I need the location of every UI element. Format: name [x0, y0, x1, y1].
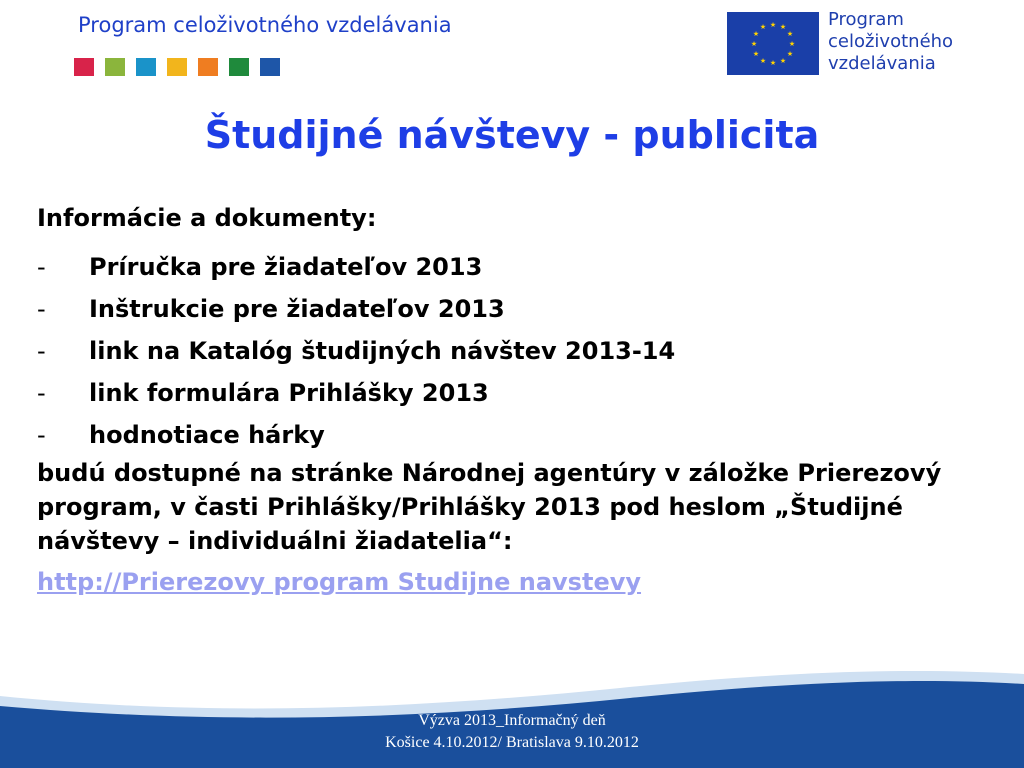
list-item-text: Príručka pre žiadateľov 2013	[89, 253, 483, 281]
svg-text:★: ★	[769, 21, 777, 29]
svg-text:★: ★	[752, 50, 760, 58]
svg-text:★: ★	[788, 40, 796, 48]
list-item	[37, 417, 987, 459]
color-square	[198, 58, 218, 76]
availability-paragraph: budú dostupné na stránke Národnej agentúry v záložke Prierezový program, v časti Prihlášky/Prihlášky 2013 pod heslom „Študijné návštevy – individuálni žiadatelia“:	[37, 459, 942, 555]
logo-line: celoživotného	[828, 31, 954, 52]
svg-text:★: ★	[750, 40, 758, 48]
prierezovy-program-link[interactable]: http://Prierezovy program Studijne navstevy	[37, 568, 642, 596]
svg-text:★: ★	[752, 30, 760, 38]
svg-text:★: ★	[786, 50, 794, 58]
list-item	[37, 333, 987, 375]
color-square	[260, 58, 280, 76]
color-square	[136, 58, 156, 76]
color-square	[105, 58, 125, 76]
logo-line: Program	[828, 9, 904, 30]
color-square	[229, 58, 249, 76]
svg-text:★: ★	[779, 23, 787, 31]
list-dash: -	[37, 421, 46, 449]
list-dash: -	[37, 379, 46, 407]
footer-text	[0, 710, 1024, 754]
color-squares	[74, 58, 280, 76]
svg-text:★: ★	[779, 57, 787, 65]
color-square	[74, 58, 94, 76]
slide-title: Študijné návštevy - publicita	[204, 113, 820, 157]
svg-text:★: ★	[759, 23, 767, 31]
list-item-text: Inštrukcie pre žiadateľov 2013	[89, 295, 505, 323]
list-dash: -	[37, 337, 46, 365]
document-list	[37, 249, 987, 459]
list-item	[37, 249, 987, 291]
intro-text: Informácie a dokumenty:	[37, 204, 377, 232]
svg-text:★: ★	[759, 57, 767, 65]
list-item	[37, 291, 987, 333]
slide-content	[37, 200, 987, 596]
list-item-text: link na Katalóg študijných návštev 2013-14	[89, 337, 676, 365]
list-item-text: link formulára Prihlášky 2013	[89, 379, 489, 407]
list-item	[37, 375, 987, 417]
list-dash: -	[37, 295, 46, 323]
program-logo-text	[828, 9, 953, 75]
logo-line: vzdelávania	[828, 53, 936, 74]
footer-line-dates: Košice 4.10.2012/ Bratislava 9.10.2012	[385, 734, 639, 751]
svg-text:★: ★	[786, 30, 794, 38]
color-square	[167, 58, 187, 76]
program-name-header: Program celoživotného vzdelávania	[78, 13, 452, 37]
list-item-text: hodnotiace hárky	[89, 421, 325, 449]
eu-flag-icon	[727, 12, 819, 75]
svg-text:★: ★	[769, 59, 777, 67]
footer-line-event: Výzva 2013_Informačný deň	[418, 712, 606, 729]
list-dash: -	[37, 253, 46, 281]
